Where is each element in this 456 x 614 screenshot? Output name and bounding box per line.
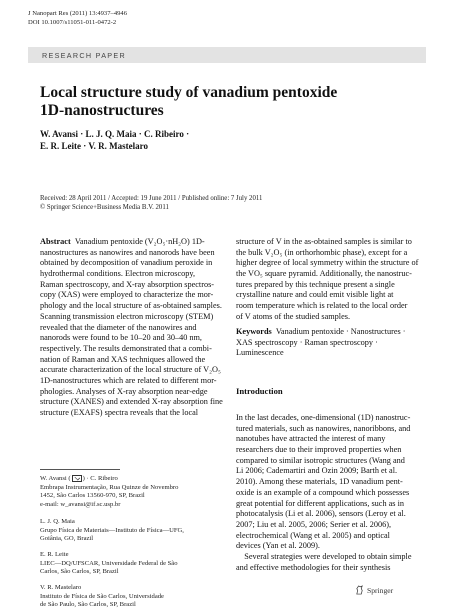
- abstract-line: Scanning transmission electron microscopy (STEM): [40, 311, 214, 321]
- springer-horse-icon: [355, 585, 364, 595]
- abstract-line: revealed that the diameter of the nanowires and: [40, 322, 197, 332]
- abstract-line: copy (XAS) were employed to characterize the mor-: [40, 290, 214, 300]
- abstract-line: higher degree of local symmetry within the structure of: [236, 258, 419, 268]
- abstract-line: structure (XANES) and extended X-ray absorption fine: [40, 397, 223, 407]
- article-title: [40, 84, 420, 119]
- body-line: In the last decades, one-dimensional (1D) nanostruc-: [236, 413, 411, 422]
- affiliation-line: Instituto de Física de São Carlos, Universidade: [40, 592, 164, 600]
- body-line: researchers due to their improved properties when: [236, 445, 402, 455]
- abstract-line: room temperature which is related to the local order: [236, 301, 408, 311]
- keywords-line: XAS spectroscopy · Raman spectroscopy ·: [236, 337, 378, 347]
- author-line: E. R. Leite · V. R. Mastelaro: [40, 141, 148, 151]
- abstract-line: of V atoms of the studied samples.: [236, 311, 351, 321]
- abstract-line: 1D-nanostructures which are related to different mor-: [40, 375, 217, 385]
- abstract-line: Abstract Vanadium pentoxide (V₂O₅·nH₂O) 1D-: [40, 237, 205, 246]
- abstract-line: respectively. The results demonstrated that a combi-: [40, 343, 212, 353]
- abstract-line: obtained by decomposition of vanadium peroxide in: [40, 258, 213, 268]
- author-line: W. Avansi · L. J. Q. Maia · C. Ribeiro ·: [40, 129, 190, 139]
- affiliation: [40, 475, 230, 510]
- affiliation: [40, 584, 230, 610]
- abstract-line: structure (EXAFS) spectra reveals that the local: [40, 408, 199, 417]
- abstract-block: [40, 237, 228, 419]
- dates-line: Received: 28 April 2011 / Accepted: 19 June 2011 / Published online: 7 July 2011: [40, 195, 263, 202]
- doi: DOI 10.1007/s11051-011-0472-2: [28, 19, 117, 26]
- abstract-line: phologies. Analyses of X-ray absorption near-edge: [40, 386, 208, 396]
- abstract-line: nation of Raman and XAS techniques allowed the: [40, 354, 206, 364]
- abstract-label: Abstract: [40, 237, 71, 246]
- publisher-name: Springer: [367, 585, 394, 595]
- affiliation-line: 1452, São Carlos 13560-970, SP, Brazil: [40, 492, 145, 500]
- section-heading: Introduction: [236, 386, 283, 396]
- abstract-line: tures prepared by this technique present a single: [236, 279, 395, 289]
- envelope-icon: [72, 475, 82, 482]
- section-label: RESEARCH PAPER: [42, 51, 126, 60]
- abstract-line: Raman spectroscopy, and X-ray absorption spectros-: [40, 279, 215, 289]
- introduction-body: [236, 413, 424, 573]
- section-band: [28, 47, 426, 63]
- abstract-line: crystalline nature and could emit visible light at: [236, 290, 394, 300]
- article-history: [40, 195, 420, 213]
- body-line: 2007; Liu et al. 2005, 2006; Serier et al. 2006),: [236, 519, 392, 529]
- abstract-line: nanorods were found to be 10–20 and 30–40 nm,: [40, 333, 202, 343]
- publisher-mark: [355, 585, 393, 595]
- body-line: photocatalysis (Li et al. 2006), sensors (Leroy et al.: [236, 509, 406, 519]
- affiliation-line: Carlos, São Carlos, SP, Brazil: [40, 568, 119, 576]
- abstract-line: accurate characterization of the local structure of V₂O₅: [40, 365, 221, 375]
- body-line: devices (Yan et al. 2009).: [236, 541, 320, 551]
- body-line: electrochemical (Wang et al. 2005) and optical: [236, 530, 390, 540]
- journal-citation: J Nanopart Res (2011) 13:4937–4946: [28, 10, 128, 17]
- body-line: Li 2006; Cademartiri and Ozin 2009; Barth et al.: [236, 466, 398, 476]
- affiliation-line: Embrapa Instrumentação, Rua Quinze de Novembro: [40, 483, 179, 491]
- title-line: Local structure study of vanadium pentoxide: [40, 84, 338, 101]
- body-line: tured materials, such as nanowires, nanoribbons, and: [236, 423, 411, 433]
- footnote-divider: [40, 469, 120, 470]
- affiliation-line: L. J. Q. Maia: [40, 518, 75, 525]
- abstract-line: the bulk V₂O₅ (in orthorhombic phase), except for a: [236, 247, 408, 257]
- abstract-line: phology and the local structure of as-obtained samples.: [40, 301, 222, 311]
- affiliation-line: V. R. Mastelaro: [40, 584, 82, 591]
- abstract-line: nanostructures as nanowires and nanorods have been: [40, 247, 215, 257]
- affiliation-line: de São Paulo, São Carlos, SP, Brazil: [40, 601, 136, 609]
- affiliation: [40, 518, 230, 544]
- author-list: [40, 128, 420, 152]
- abstract-line: the VO₅ square pyramid. Additionally, the nanostruc-: [236, 269, 412, 279]
- email-link[interactable]: e-mail: w_avansi@if.sc.usp.br: [40, 501, 121, 508]
- body-line: Several strategies were developed to obtain simple: [236, 551, 412, 561]
- body-line: 2010). Among these materials, 1D vanadium pent-: [236, 477, 403, 487]
- body-line: and effective methodologies for their synthesis: [236, 562, 391, 572]
- abstract-continued: [236, 237, 424, 323]
- title-line: 1D-nanostructures: [40, 101, 164, 119]
- keywords-block: [236, 327, 424, 359]
- body-line: nanotubes have attracted the interest of many: [236, 434, 386, 444]
- body-line: great potential for different applications, such as in: [236, 498, 405, 508]
- keywords-label: Keywords: [236, 327, 272, 336]
- keywords-line: Luminescence: [236, 348, 284, 358]
- affiliation-line: LIEC—DQ/UFSCAR, Universidade Federal de São: [40, 559, 178, 567]
- affiliation-line: Goiânia, GO, Brazil: [40, 535, 94, 543]
- abstract-line: hydrothermal conditions. Electron microscopy,: [40, 269, 196, 279]
- abstract-line: structure of V in the as-obtained samples is similar to: [236, 237, 412, 246]
- keywords-line: Keywords Vanadium pentoxide · Nanostructures ·: [236, 327, 406, 336]
- affiliation-line: E. R. Leite: [40, 551, 69, 558]
- affiliation-line: W. Avansi ( ) · C. Ribeiro: [40, 475, 118, 483]
- copyright-line: © Springer Science+Business Media B.V. 2011: [40, 203, 169, 211]
- body-line: compared to similar isotropic structures (Wang and: [236, 455, 405, 465]
- affiliation: [40, 551, 230, 577]
- body-line: oxide is an example of a compound which possesses: [236, 487, 410, 497]
- affiliation-line: Grupo Física de Materiais—Instituto de Física—UFG,: [40, 526, 184, 534]
